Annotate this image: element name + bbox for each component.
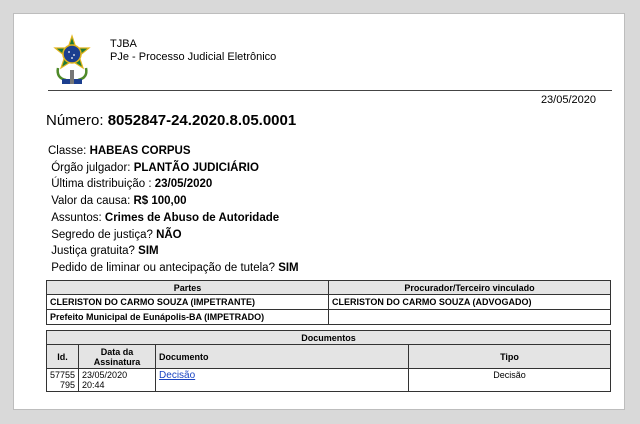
field-label: Pedido de liminar ou antecipação de tutela? [51, 261, 275, 274]
partes-table [46, 280, 611, 325]
system-name: PJe - Processo Judicial Eletrônico [110, 51, 277, 63]
field-justica-gratuita [48, 243, 299, 260]
field-assuntos [48, 210, 299, 227]
process-number [46, 112, 296, 129]
data-assinatura-header: Data da Assinatura [79, 345, 156, 369]
procurador-cell [329, 310, 611, 325]
field-label: Valor da causa: [51, 195, 131, 208]
document-page [13, 13, 625, 410]
field-segredo-justica [48, 227, 299, 244]
field-valor-causa [48, 193, 299, 210]
id-header: Id. [47, 345, 79, 369]
doc-type-cell: Decisão [409, 369, 611, 392]
field-pedido-liminar [48, 260, 299, 277]
field-value: SIM [138, 245, 159, 258]
field-value: 23/05/2020 [154, 178, 213, 191]
documentos-caption: Documentos [47, 331, 611, 345]
field-classe [48, 143, 299, 160]
field-label: Classe: [48, 145, 87, 157]
documento-header: Documento [156, 345, 409, 369]
field-value: HABEAS CORPUS [89, 145, 191, 157]
field-label: Segredo de justiça? [51, 228, 153, 241]
field-label: Órgão julgador: [51, 161, 131, 174]
table-row [47, 310, 611, 325]
document-link[interactable]: Decisão [159, 370, 196, 381]
field-orgao-julgador [48, 160, 299, 177]
field-label: Assuntos: [51, 211, 102, 224]
partes-header: Partes [47, 281, 329, 295]
org-short-name: TJBA [110, 38, 137, 50]
process-number-value: 8052847-24.2020.8.05.0001 [107, 112, 297, 129]
field-label: Última distribuição : [51, 178, 152, 191]
procurador-cell: CLERISTON DO CARMO SOUZA (ADVOGADO) [329, 295, 611, 310]
field-value: R$ 100,00 [133, 195, 187, 208]
documentos-table [46, 330, 611, 392]
party-cell: Prefeito Municipal de Eunápolis-BA (IMPETRADO) [47, 310, 329, 325]
doc-date-cell: 23/05/2020 20:44 [79, 369, 156, 392]
table-row [47, 295, 611, 310]
organization-name [110, 38, 276, 64]
field-value: PLANTÃO JUDICIÁRIO [133, 161, 259, 174]
procurador-header: Procurador/Terceiro vinculado [329, 281, 611, 295]
tipo-header: Tipo [409, 345, 611, 369]
header-divider [48, 90, 612, 91]
document-date: 23/05/2020 [540, 94, 596, 106]
field-label: Justiça gratuita? [51, 245, 135, 258]
coat-of-arms-icon [52, 34, 92, 88]
doc-name-cell [156, 369, 409, 392]
process-fields [48, 143, 299, 277]
field-value: SIM [278, 261, 299, 274]
party-cell: CLERISTON DO CARMO SOUZA (IMPETRANTE) [47, 295, 329, 310]
process-number-label: Número: [46, 112, 104, 129]
doc-id-cell: 57755 795 [47, 369, 79, 392]
table-row [47, 369, 611, 392]
field-value: NÃO [156, 228, 182, 241]
field-ultima-distribuicao [48, 176, 299, 193]
field-value: Crimes de Abuso de Autoridade [104, 211, 280, 224]
